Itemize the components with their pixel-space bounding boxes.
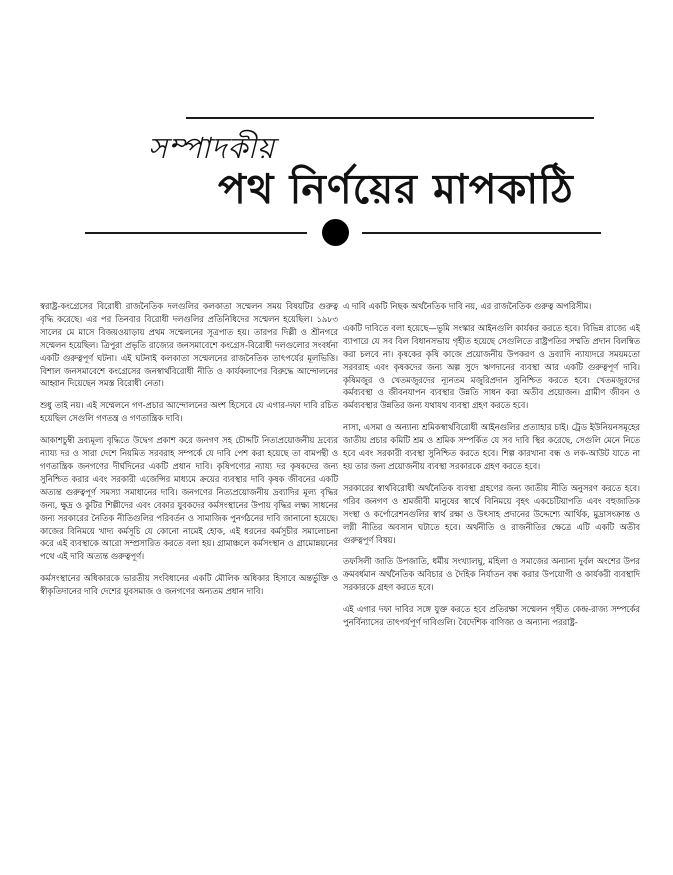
paragraph: সরকারের স্বার্থবিরোধী অর্থনৈতিক ব্যবস্থা গ্রহণের জন্য জাতীয় নীতি অনুসরণ করতে হবে। গরিব জনগণ ও শ্রমজীবী মানুষের স্বার্থে বিনিময়ে বৃহৎ একচেটিয়াপতি এবং বহুজাতিক সংস্থা ও কর্পোরেশনগুলির স্বার্থ রক্ষা ও উৎসাহ প্রদানের উদ্দেশ্যে আর্থিক, মুদ্রাসংক্রান্ত ও লগ্নী নীতির অবসান ঘটাতে হবে। অর্থনীতি ও রাজনীতির ক্ষেত্রে এটি একটি অতীব গুরুত্বপূর্ণ বিষয়। <box>343 482 640 545</box>
paragraph: নাসা, এসমা ও অন্যান্য শ্রমিকস্বার্থবিরোধী আইনগুলির প্রত্যাহার চাই। ট্রেড ইউনিয়নসমূহের জাতীয় প্রচার কমিটি শ্রম ও শ্রমিক সম্পর্কিত যে সব দাবি স্থির করেছে, সেগুলি মেনে নিতে হবে এবং সরকারী ব্যবস্থা সুনিশ্চিত করতে হবে। শিল্প কারখানা বন্ধ ও লক-আউট যাতে না হয় তার জন্য প্রয়োজনীয় ব্যবস্থা সরকারকে গ্রহণ করতে হবে। <box>343 422 640 471</box>
paragraph: এ দাবি একটি নিছক অর্থনৈতিক দাবি নয়, এর রাজনৈতিক গুরুত্ব অপরিসীম। <box>343 301 592 311</box>
section-kicker: সম্পাদকীয় <box>148 131 276 165</box>
top-rule <box>186 117 594 119</box>
divider-left <box>85 232 307 234</box>
paragraph: স্বরাষ্ট্র-কংগ্রেসের বিরোধী রাজনৈতিক দলগুলির কলকাতা সম্মেলন সময় বিষয়টির গুরুত্ব বৃদ্ধি করেছে। এর পর তিনবার বিরোধী দলগুলির প্রতিনিধিদের সম্মেলন হয়েছিল। ১৯৮৩ সালের মে মাসে বিজয়ওয়াড়ায় প্রথম সম্মেলনের সূত্রপাত হয়। তারপর দিল্লী ও শ্রীনগরে সম্মেলন হয়েছিল। ত্রিপুরা প্রভৃতি রাজ্যের জনসমাবেশে কংগ্রেস-বিরোধী দলগুলোর সংবর্ধনা একটি গুরুত্বপূর্ণ ঘটনা। এই ঘটনাই কলকাতা সম্মেলনের রাজনৈতিক তাৎপর্যের মূলভিত্তি। বিশাল জনসমাবেশে কংগ্রেসের জনস্বার্থবিরোধী নীতি ও কার্যকলাপের বিরুদ্ধে আন্দোলনের আহ্বান দিয়েছেন সমস্ত বিরোধী নেতা। <box>40 301 338 389</box>
paragraph: আকাশচুম্বী দ্রব্যমূল্য বৃদ্ধিতে উদ্বেগ প্রকাশ করে জনগণ সহ চৌদ্দটি নিত্যপ্রয়োজনীয় দ্রব্যের ন্যায্য দর ও সারা দেশে নিয়মিত সরবরাহ সম্পর্কে যে দাবি পেশ করা হয়েছে তা বামপন্থী ও গণতান্ত্রিক জনগণের দীর্ঘদিনের একটি প্রধান দাবি। কৃষিপণ্যের ন্যায্য দর কৃষকদের জন্য সুনিশ্চিত করার এবং সরকারী এজেন্সির মাধ্যমে ক্রয়ের ব্যবস্থার দাবি কৃষক জীবনের একটি অত্যন্ত গুরুত্বপূর্ণ সমস্যা সমাধানের দাবি। জনগণের নিত্যপ্রয়োজনীয় দ্রব্যাদির মূল্য বৃদ্ধির জন্য, ক্ষুদ্র ও কুটির শিল্পীদের এবং বেকার যুবকদের কর্মসংস্থানের উপায় বৃদ্ধির লক্ষ্য সাধনের জন্য সরকারের নৈতিক নীতিগুলির পরিবর্তন ও সামাজিক পুনর্গঠনের দাবি জানানো হয়েছে। কাজের বিনিময়ে খাদ্য কর্মসূচি যে কোনো নামেই হোক, এই ধরনের কর্মসূচীর সমালোচনা করে এই ব্যবস্থাকে আরো সম্প্রসারিত করতে বলা হয়। গ্রামাঞ্চলে কর্মসংস্থান ও গ্রামোন্নয়নের পথে এই দাবি অত্যন্ত গুরুত্বপূর্ণ। <box>40 435 338 562</box>
divider-right <box>362 232 601 234</box>
paragraph: শুধু তাই নয়। এই সম্মেলনে গণ-প্রচার আন্দোলনের অংশ হিসেবে যে এগার-দফা দাবি রচিত হয়েছিল সেগুলি গণতন্ত্র ও গণতান্ত্রিক দাবি। <box>40 400 338 424</box>
paragraph: একটি দাবিতে বলা হয়েছে—ভূমি সংস্কার আইনগুলি কার্যকর করতে হবে। বিভিন্ন রাজ্যে এই ব্যাপারে যে সব বিল বিধানসভায় গৃহীত হয়েছে সেগুলিতে রাষ্ট্রপতির সম্মতি প্রদান বিলম্বিত করা চলবে না। কৃষকের কৃষি কাজে প্রয়োজনীয় উপকরণ ও দ্রব্যাদি ন্যায্যদরে সময়মতো সরবরাহ এবং কৃষকদের জন্য অল্প সুদে ঋণদানের ব্যবস্থা আর একটি গুরুত্বপূর্ণ দাবি। কৃষিমজুর ও খেতমজুরদের ন্যূনতম মজুরিপ্রদান সুনিশ্চিত করতে হবে। খেতমজুরদের কর্মব্যবস্থা ও জীবনযাপন ব্যবস্থার উন্নতি সাধন করা অতীব প্রয়োজন। গ্রামীণ জীবন ও কর্মব্যবস্থার উন্নতির জন্য যথাযথ ব্যবস্থা গ্রহণ করতে হবে। <box>343 322 640 411</box>
paragraph: কর্মসংস্থানের অধিকারকে ভারতীয় সংবিধানের একটি মৌলিক অধিকার হিসাবে অন্তর্ভুক্তি ও স্বীকৃতিদানের দাবি দেশের যুবসমাজ ও জনগণের অন্যতম প্রধান দাবি। <box>40 573 338 597</box>
paragraph: এই এগার দফা দাবির সঙ্গে যুক্ত করতে হবে প্রতিরক্ষা সম্মেলন গৃহীত কেন্দ্র-রাজ্য সম্পর্কের পুনর্বিন্যাসের তাৎপর্যপূর্ণ দাবিগুলি। বৈদেশিক বাণিজ্য ও অন্যান্য পররাষ্ট্র- <box>343 604 640 628</box>
ornament-dot <box>322 219 349 246</box>
paragraph: তফসিলী জাতি উপজাতি, ধর্মীয় সংখ্যালঘু, মহিলা ও সমাজের অন্যান্য দুর্বল অংশের উপর ক্রমবর্ধমান অর্থনৈতিক অবিচার ও দৈহিক নির্যাতন বন্ধ করার উপযোগী ও কার্যকরী ব্যবস্থাদি সরকারকে গ্রহণ করতে হবে। <box>343 556 640 593</box>
left-column <box>40 300 338 598</box>
right-column <box>343 300 640 629</box>
page-title: পথ নির্ণয়ের মাপকাঠি <box>218 165 574 213</box>
